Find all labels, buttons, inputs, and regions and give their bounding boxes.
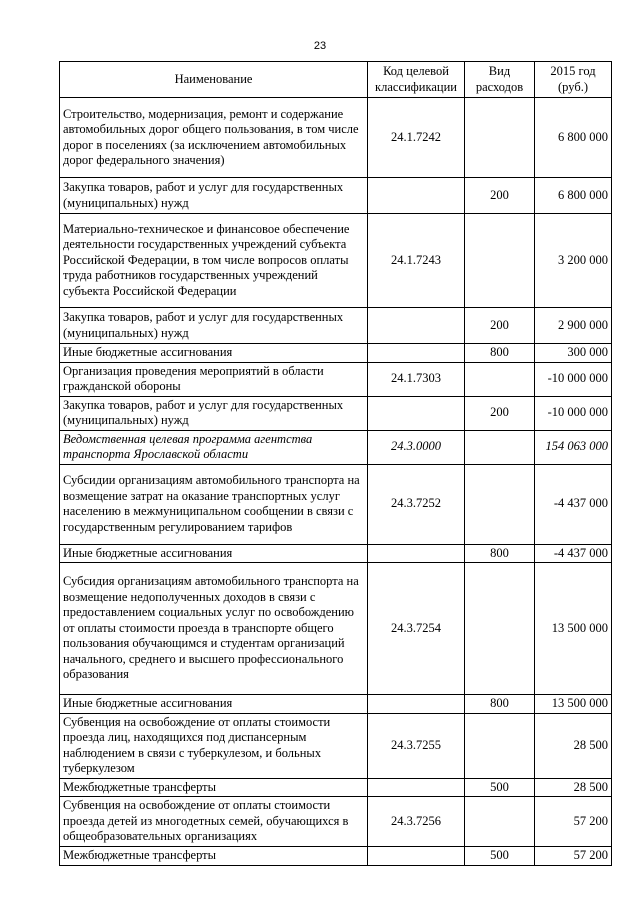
row-amount-cell: -4 437 000 (535, 544, 612, 563)
page-number: 23 (313, 40, 327, 52)
row-amount-cell: 6 800 000 (535, 98, 612, 178)
row-kind-cell: 200 (465, 308, 535, 344)
row-kind-cell (465, 214, 535, 308)
row-name-cell: Строительство, модернизация, ремонт и содержание автомобильных дорог общего пользования, в том числе дорог в поселениях (за исключением автомобильных дорог федерального значения) (60, 98, 368, 178)
row-kind-cell: 200 (465, 396, 535, 430)
row-code-cell: 24.3.7255 (368, 713, 465, 778)
row-code-cell (368, 544, 465, 563)
table-row (60, 563, 612, 695)
table-row (60, 98, 612, 178)
row-code-cell: 24.3.7256 (368, 797, 465, 847)
row-code-cell: 24.3.7252 (368, 464, 465, 544)
row-name-cell: Закупка товаров, работ и услуг для государственных (муниципальных) нужд (60, 308, 368, 344)
table-row (60, 344, 612, 363)
row-amount-cell: 300 000 (535, 344, 612, 363)
row-code-cell (368, 344, 465, 363)
table-row (60, 797, 612, 847)
row-amount-cell: 57 200 (535, 797, 612, 847)
row-amount-cell: 28 500 (535, 778, 612, 797)
row-kind-cell: 800 (465, 695, 535, 714)
row-name-cell: Иные бюджетные ассигнования (60, 544, 368, 563)
header-code: Код целевой классификации (368, 62, 465, 98)
row-kind-cell: 500 (465, 778, 535, 797)
row-name-cell: Организация проведения мероприятий в области гражданской обороны (60, 362, 368, 396)
row-code-cell (368, 778, 465, 797)
table-row (60, 713, 612, 778)
row-amount-cell: 2 900 000 (535, 308, 612, 344)
table-row (60, 178, 612, 214)
row-code-cell: 24.1.7243 (368, 214, 465, 308)
table-row (60, 396, 612, 430)
budget-table (59, 61, 612, 866)
row-amount-cell: 3 200 000 (535, 214, 612, 308)
table-row (60, 464, 612, 544)
row-name-cell: Иные бюджетные ассигнования (60, 695, 368, 714)
row-name-cell: Субсидия организациям автомобильного транспорта на возмещение недополученных доходов в связи с предоставлением социальных услуг по освобождению от оплаты стоимости проезда в транспорте общего пользования обучающимся и студентам организаций начального, среднего и высшего профессионального образования (60, 563, 368, 695)
row-code-cell (368, 308, 465, 344)
row-amount-cell: 154 063 000 (535, 430, 612, 464)
row-name-cell: Ведомственная целевая программа агентства транспорта Ярославской области (60, 430, 368, 464)
row-amount-cell: 13 500 000 (535, 563, 612, 695)
row-name-cell: Материально-техническое и финансовое обеспечение деятельности государственных учреждений субъекта Российской Федерации, в том числе вопросов оплаты труда работников государственных учреждений субъекта Российской Федерации (60, 214, 368, 308)
header-amount: 2015 год (руб.) (535, 62, 612, 98)
row-kind-cell (465, 797, 535, 847)
row-name-cell: Субвенция на освобождение от оплаты стоимости проезда детей из многодетных семей, обучающихся в общеобразовательных организациях (60, 797, 368, 847)
row-amount-cell: 13 500 000 (535, 695, 612, 714)
table-row (60, 308, 612, 344)
row-name-cell: Субсидии организациям автомобильного транспорта на возмещение затрат на оказание транспортных услуг населению в межмуниципальном сообщении в связи с государственным регулированием тарифов (60, 464, 368, 544)
row-amount-cell: -10 000 000 (535, 362, 612, 396)
table-row (60, 214, 612, 308)
row-kind-cell (465, 464, 535, 544)
row-kind-cell: 800 (465, 544, 535, 563)
row-kind-cell (465, 713, 535, 778)
row-name-cell: Закупка товаров, работ и услуг для государственных (муниципальных) нужд (60, 178, 368, 214)
row-code-cell (368, 396, 465, 430)
row-code-cell (368, 695, 465, 714)
table-row (60, 778, 612, 797)
row-code-cell (368, 178, 465, 214)
table-body (60, 98, 612, 866)
row-kind-cell: 200 (465, 178, 535, 214)
table-header-row (60, 62, 612, 98)
row-amount-cell: 6 800 000 (535, 178, 612, 214)
row-kind-cell (465, 362, 535, 396)
header-name: Наименование (60, 62, 368, 98)
row-code-cell: 24.1.7303 (368, 362, 465, 396)
row-name-cell: Субвенция на освобождение от оплаты стоимости проезда лиц, находящихся под диспансерным наблюдением в связи с туберкулезом, и больных туберкулезом (60, 713, 368, 778)
row-name-cell: Закупка товаров, работ и услуг для государственных (муниципальных) нужд (60, 396, 368, 430)
row-code-cell: 24.3.7254 (368, 563, 465, 695)
header-kind: Вид расходов (465, 62, 535, 98)
row-kind-cell (465, 98, 535, 178)
table-row (60, 430, 612, 464)
row-code-cell (368, 847, 465, 866)
table-row (60, 544, 612, 563)
row-code-cell: 24.1.7242 (368, 98, 465, 178)
table-row (60, 847, 612, 866)
row-name-cell: Межбюджетные трансферты (60, 847, 368, 866)
row-code-cell: 24.3.0000 (368, 430, 465, 464)
row-kind-cell (465, 563, 535, 695)
row-amount-cell: 57 200 (535, 847, 612, 866)
table-row (60, 362, 612, 396)
table-row (60, 695, 612, 714)
row-amount-cell: -10 000 000 (535, 396, 612, 430)
row-kind-cell: 500 (465, 847, 535, 866)
row-kind-cell (465, 430, 535, 464)
row-kind-cell: 800 (465, 344, 535, 363)
row-name-cell: Межбюджетные трансферты (60, 778, 368, 797)
row-name-cell: Иные бюджетные ассигнования (60, 344, 368, 363)
row-amount-cell: -4 437 000 (535, 464, 612, 544)
row-amount-cell: 28 500 (535, 713, 612, 778)
